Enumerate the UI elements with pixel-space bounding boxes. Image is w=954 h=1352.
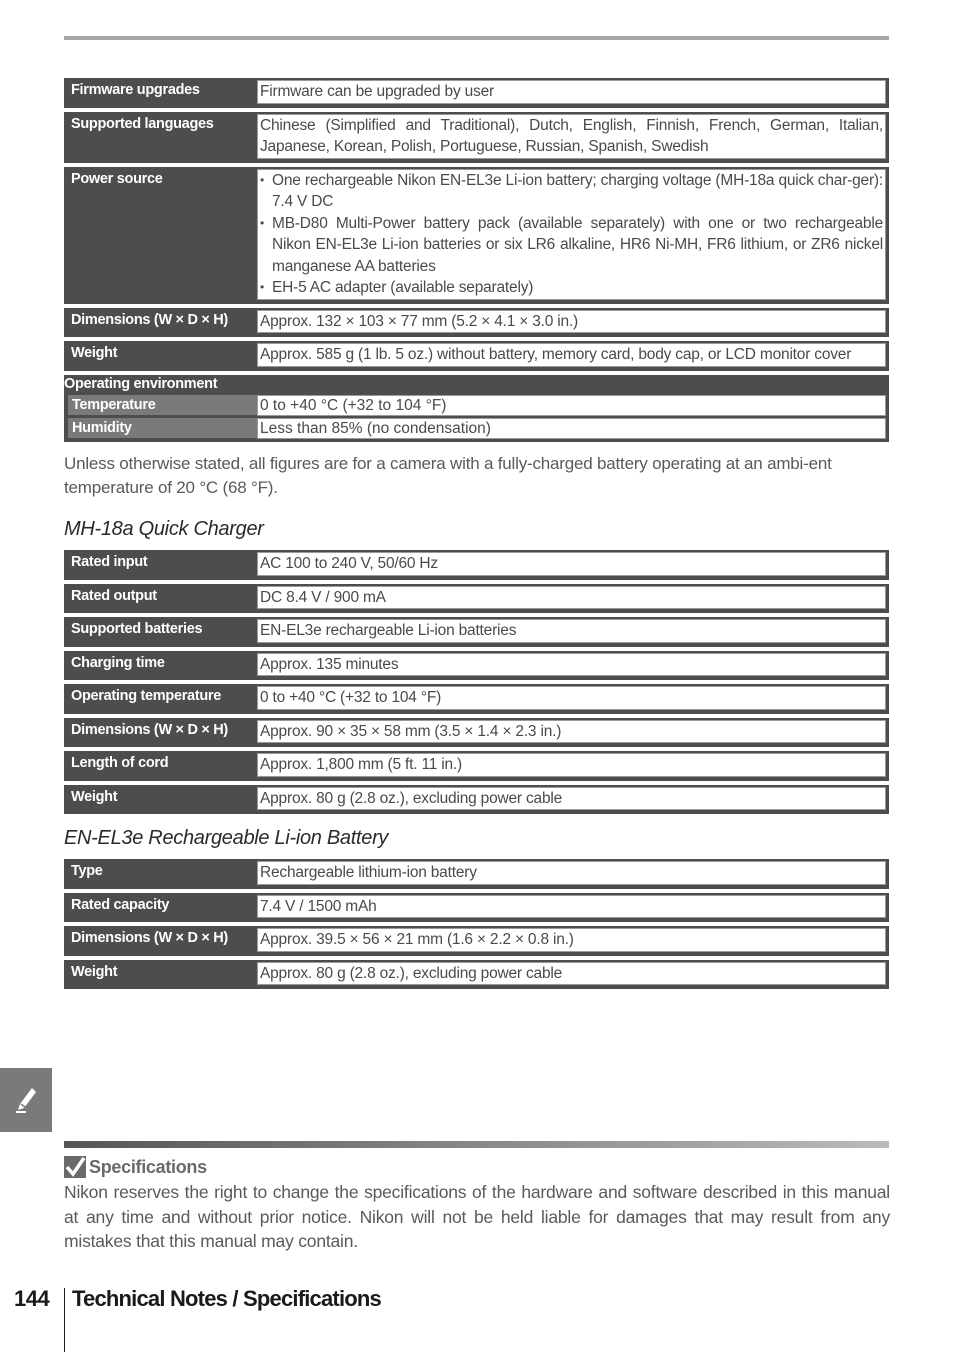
spec-value: AC 100 to 240 V, 50/60 Hz bbox=[257, 552, 886, 576]
table-row bbox=[64, 417, 889, 442]
table-row bbox=[64, 958, 889, 992]
table-row bbox=[64, 165, 889, 306]
table-row bbox=[64, 749, 889, 783]
spec-label: Humidity bbox=[68, 418, 257, 438]
list-item: • EH-5 AC adapter (available separately) bbox=[260, 277, 883, 299]
table-row bbox=[64, 78, 889, 110]
spec-label: Power source bbox=[64, 165, 257, 306]
table-row bbox=[64, 682, 889, 716]
table-row bbox=[64, 859, 889, 891]
camera-spec-table bbox=[64, 78, 889, 442]
table-row bbox=[64, 394, 889, 417]
charger-spec-table bbox=[64, 550, 889, 818]
spec-value: Approx. 585 g (1 lb. 5 oz.) without battery, memory card, body cap, or LCD monitor cover bbox=[257, 343, 886, 367]
spec-label: Weight bbox=[64, 339, 257, 373]
table-row bbox=[64, 550, 889, 582]
spec-label: Supported languages bbox=[64, 110, 257, 165]
spec-value: 7.4 V / 1500 mAh bbox=[257, 895, 886, 919]
spec-label: Operating temperature bbox=[64, 682, 257, 716]
charger-section-title: MH-18a Quick Charger bbox=[64, 518, 264, 540]
specifications-note-body: Nikon reserves the right to change the specifications of the hardware and software described in this manual at any time and without prior notice. Nikon will not be held liable for damages that may result from any mistakes that this manual may contain. bbox=[64, 1182, 890, 1251]
spec-value: Approx. 90 × 35 × 58 mm (3.5 × 1.4 × 2.3 in.) bbox=[257, 720, 886, 744]
list-item: • MB-D80 Multi-Power battery pack (available separately) with one or two rechargeable Nikon EN-EL3e Li-ion batteries or six LR6 alkaline, HR6 Ni-MH, FR6 lithium, or ZR6 nickel manganese AA batteries bbox=[260, 213, 883, 278]
table-row bbox=[64, 373, 889, 394]
footer-divider bbox=[64, 1288, 65, 1352]
spec-value: Chinese (Simplified and Traditional), Dutch, English, Finnish, French, German, Italian, Japanese, Korean, Polish, Portuguese, Russian, Spanish, Swedish bbox=[257, 114, 886, 159]
table-row bbox=[64, 783, 889, 817]
table-row bbox=[64, 924, 889, 958]
check-icon bbox=[64, 1156, 86, 1178]
specifications-note-heading bbox=[64, 1155, 207, 1179]
figures-note: Unless otherwise stated, all figures are for a camera with a fully-charged battery operating at an ambi-ent temperature of 20 °C (68 °F). bbox=[64, 454, 832, 497]
table-row bbox=[64, 582, 889, 616]
spec-value: 0 to +40 °C (+32 to 104 °F) bbox=[257, 686, 886, 710]
operating-environment-heading: Operating environment bbox=[64, 373, 889, 394]
spec-label: Temperature bbox=[68, 395, 257, 415]
table-row bbox=[64, 615, 889, 649]
table-row bbox=[64, 891, 889, 925]
spec-label: Type bbox=[64, 859, 257, 891]
technical-notes-pen-icon bbox=[14, 1086, 38, 1114]
spec-value: Less than 85% (no condensation) bbox=[257, 418, 886, 439]
top-rule bbox=[64, 36, 889, 40]
battery-section-title: EN-EL3e Rechargeable Li-ion Battery bbox=[64, 827, 389, 849]
spec-value: Approx. 80 g (2.8 oz.), excluding power cable bbox=[257, 787, 886, 811]
spec-label: Length of cord bbox=[64, 749, 257, 783]
spec-label: Weight bbox=[64, 958, 257, 992]
spec-value: Approx. 1,800 mm (5 ft. 11 in.) bbox=[257, 753, 886, 777]
table-row bbox=[64, 110, 889, 165]
spec-label: Dimensions (W × D × H) bbox=[64, 924, 257, 958]
power-source-list bbox=[260, 170, 883, 299]
table-row bbox=[64, 649, 889, 683]
spec-label: Weight bbox=[64, 783, 257, 817]
spec-value: Firmware can be upgraded by user bbox=[257, 80, 886, 104]
spec-value: Approx. 80 g (2.8 oz.), excluding power cable bbox=[257, 962, 886, 986]
table-row bbox=[64, 339, 889, 373]
spec-value: DC 8.4 V / 900 mA bbox=[257, 586, 886, 610]
spec-value: Approx. 39.5 × 56 × 21 mm (1.6 × 2.2 × 0.8 in.) bbox=[257, 928, 886, 952]
spec-label: Supported batteries bbox=[64, 615, 257, 649]
spec-label: Dimensions (W × D × H) bbox=[64, 716, 257, 750]
footer-section-title: Technical Notes / Specifications bbox=[72, 1286, 381, 1311]
battery-spec-table bbox=[64, 859, 889, 993]
spec-value: Approx. 135 minutes bbox=[257, 653, 886, 677]
note-rule bbox=[64, 1141, 889, 1148]
spec-value: 0 to +40 °C (+32 to 104 °F) bbox=[257, 395, 886, 416]
table-row bbox=[64, 306, 889, 340]
list-item: • One rechargeable Nikon EN-EL3e Li-ion battery; charging voltage (MH-18a quick char-ger): 7.4 V DC bbox=[260, 170, 883, 213]
spec-label: Rated capacity bbox=[64, 891, 257, 925]
page-number: 144 bbox=[14, 1286, 50, 1311]
technical-notes-tab[interactable] bbox=[0, 1068, 52, 1132]
spec-label: Rated output bbox=[64, 582, 257, 616]
spec-value: Rechargeable lithium-ion battery bbox=[257, 861, 886, 885]
spec-value: Approx. 132 × 103 × 77 mm (5.2 × 4.1 × 3.0 in.) bbox=[257, 310, 886, 334]
spec-label: Rated input bbox=[64, 550, 257, 582]
spec-label: Dimensions (W × D × H) bbox=[64, 306, 257, 340]
spec-value: EN-EL3e rechargeable Li-ion batteries bbox=[257, 619, 886, 643]
spec-label: Firmware upgrades bbox=[64, 78, 257, 110]
spec-label: Charging time bbox=[64, 649, 257, 683]
table-row bbox=[64, 716, 889, 750]
specifications-note-title: Specifications bbox=[89, 1156, 207, 1177]
